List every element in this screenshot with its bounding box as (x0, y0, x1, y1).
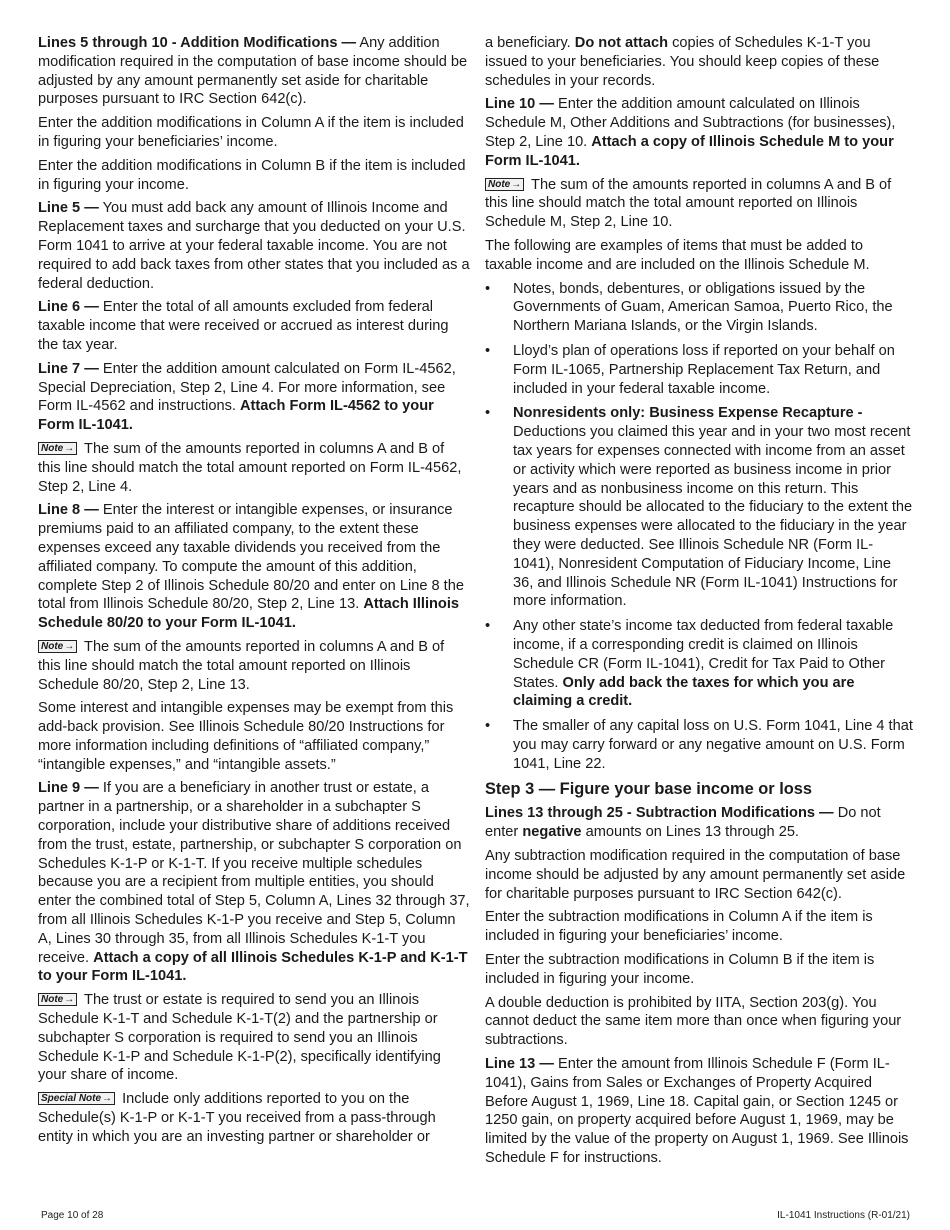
line-7-note: Note→ The sum of the amounts reported in columns A and B of this line should match the total amount reported on Form IL-4562, Step 2, Line 4. (38, 440, 462, 495)
subtraction-paragraph-1: Any subtraction modification required in the computation of base income should be adjusted by any amount permanently set aside for charitable purposes pursuant to IRC Section 642(c). (485, 848, 906, 902)
form-identifier: IL-1041 Instructions (R-01/21) (777, 1210, 910, 1221)
column-b-paragraph: Enter the addition modifications in Column B if the item is included in figuring your income. (38, 157, 466, 193)
special-note-icon: Special Note→ (38, 1092, 115, 1105)
note-icon: Note→ (38, 640, 77, 653)
line-7-paragraph: Line 7 — Enter the addition amount calculated on Form IL-4562, Special Depreciation, Step 2, Line 4. For more information, see Form IL-4562 and instructions. Attach Form IL-4562 to your Form IL-1041. (38, 360, 456, 434)
list-item: • Lloyd’s plan of operations loss if reported on your behalf on Form IL-1065, Partnership Replacement Tax Return, and included in your federal taxable income. (485, 342, 895, 397)
bullet-icon: • (485, 342, 491, 359)
line-9-note: Note→ The trust or estate is required to send you an Illinois Schedule K-1-T and Schedule K-1-T(2) and the partnership or subchapter S corporation is required to send you an Illinois Schedule K-1-P and Schedule K-1-P(2), specifically identifying your share of income. (38, 992, 441, 1084)
bullet-icon: • (485, 618, 491, 635)
note-icon: Note→ (38, 993, 77, 1006)
line-10-paragraph: Line 10 — Enter the addition amount calculated on Illinois Schedule M, Other Additions and Subtractions (for businesses), Step 2, Line 10. Attach a copy of Illinois Schedule M to your Form IL-1041. (485, 96, 896, 169)
line-8-paragraph: Line 8 — Enter the interest or intangible expenses, or insurance premiums paid to an affiliated company, to the extent these expenses exceed any taxable dividends you received from the affiliated company. To compute the amount of this addition, complete Step 2 of Illinois Schedule 80/20 and enter on Line 8 the total from Illinois Schedule 80/20, Step 2, Line 13. Attach Illinois Schedule 80/20 to your Form IL-1041. (38, 502, 464, 632)
list-item: • Notes, bonds, debentures, or obligations issued by the Governments of Guam, American Samoa, Puerto Rico, the Northern Mariana Islands, or the Virgin Islands. (485, 280, 893, 335)
list-item: • Nonresidents only: Business Expense Recapture - Deductions you claimed this year and in your two most recent tax years for expenses connected with income from an asset or activity which were reported as business income in prior years and as nonbusiness income on this return. This recapture should be allocated to the fiduciary to the extent the business expenses were allocated to the fiduciary in the year they were deducted. See Illinois Schedule NR (Form IL-1041), Nonresident Computation of Fiduciary Income, Line 36, and Illinois Schedule NR (Form IL-1041) Instructions for more information. (485, 405, 913, 610)
continuation-paragraph: a beneficiary. Do not attach copies of Schedules K-1-T you issued to your beneficiaries. You should keep copies of these schedules in your records. (485, 35, 880, 89)
note-icon: Note→ (38, 442, 77, 455)
double-deduction-paragraph: A double deduction is prohibited by IITA, Section 203(g). You cannot deduct the same item more than once when figuring your subtractions. (485, 994, 902, 1049)
addition-modifications-intro: Lines 5 through 10 - Addition Modifications — Any addition modification required in the computation of base income should be adjusted by any amount permanently set aside for charitable purposes pursuant to IRC Section 642(c). (38, 35, 468, 108)
list-item: • The smaller of any capital loss on U.S. Form 1041, Line 4 that you may carry forward or any negative amount on U.S. Form 1041, Line 22. (485, 718, 913, 772)
line-13-paragraph: Line 13 — Enter the amount from Illinois Schedule F (Form IL-1041), Gains from Sales or Exchanges of Property Acquired Before August 1, 1969, Line 18. Capital gain, or Section 1245 or 1250 gain, on property acquired before August 1, 1969, may be limited by the value of the property on August 1, 1969. See Illinois Schedule F for instructions. (485, 1056, 909, 1167)
line-8-note: Note→ The sum of the amounts reported in columns A and B of this line should match the total amount reported on Illinois Schedule 80/20, Step 2, Line 13. (38, 638, 445, 693)
bullet-icon: • (485, 280, 491, 297)
schedule-m-examples-list (485, 280, 913, 774)
subtraction-paragraph-3: Enter the subtraction modifications in Column B if the item is included in figuring your income. (485, 952, 875, 987)
right-column (485, 34, 913, 1173)
bullet-icon: • (485, 405, 491, 422)
subtraction-modifications-intro: Lines 13 through 25 - Subtraction Modifications — Do not enter negative amounts on Lines 13 through 25. (485, 805, 881, 841)
note-icon: Note→ (485, 178, 524, 191)
line-5-paragraph: Line 5 — You must add back any amount of Illinois Income and Replacement taxes and surcharge that you deducted on your U.S. Form 1041 to arrive at your federal taxable income. You are not required to add back taxes from other states that you included as a federal deduction. (38, 200, 470, 292)
step-3-heading: Step 3 — Figure your base income or loss (485, 780, 812, 799)
list-item: • Any other state’s income tax deducted from federal taxable income, if a corresponding credit is claimed on Illinois Schedule CR (Form IL-1041), Credit for Tax Paid to Other States. Only add back the taxes for which you are claiming a credit. (485, 618, 894, 710)
special-note: Special Note→ Include only additions reported to you on the Schedule(s) K-1-P or K-1-T you received from a pass-through entity in which you are an investing partner or shareholder or (38, 1091, 436, 1145)
exempt-paragraph: Some interest and intangible expenses may be exempt from this add-back provision. See Illinois Schedule 80/20 Instructions for more information including definitions of “affiliated company,” “intangible expenses,” and “intangible assets.” (38, 700, 454, 773)
examples-paragraph: The following are examples of items that must be added to taxable income and are included on the Illinois Schedule M. (485, 237, 870, 273)
line-10-note: Note→ The sum of the amounts reported in columns A and B of this line should match the total amount reported on Illinois Schedule M, Step 2, Line 10. (485, 176, 892, 231)
page-number: Page 10 of 28 (41, 1210, 104, 1221)
line-6-paragraph: Line 6 — Enter the total of all amounts excluded from federal taxable income that were received or accrued as interest during the tax year. (38, 299, 449, 353)
line-9-paragraph: Line 9 — If you are a beneficiary in another trust or estate, a partner in a partnership, or a shareholder in a subchapter S corporation, include your distributive share of additions received from the trust, estate, partnership, or subchapter S corporation on Schedules K-1-P or K-1-T. If you receive multiple schedules because you are a recipient from multiple entities, you should enter the combined total of Step 5, Column A, Lines 32 through 37, from all Illinois Schedules K-1-P you receive and Step 5, Column A, Lines 30 through 35, from all Illinois Schedules K-1-T you receive. Attach a copy of all Illinois Schedules K-1-P and K-1-T to your Form IL-1041. (38, 780, 470, 985)
column-a-paragraph: Enter the addition modifications in Column A if the item is included in figuring your beneficiaries’ income. (38, 115, 464, 150)
subtraction-paragraph-2: Enter the subtraction modifications in Column A if the item is included in figuring your beneficiaries’ income. (485, 909, 873, 945)
bullet-icon: • (485, 718, 491, 735)
left-column (38, 34, 470, 1152)
